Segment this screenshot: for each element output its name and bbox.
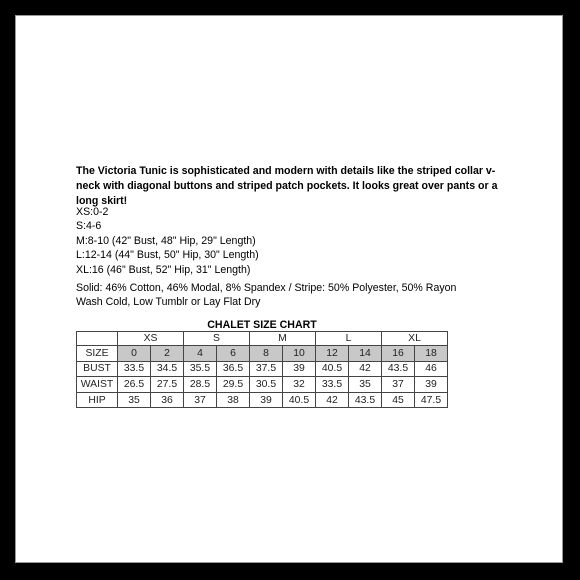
table-cell: 35 <box>118 392 151 408</box>
fabric-care-info <box>76 281 456 310</box>
row-label: WAIST <box>77 377 118 393</box>
table-cell: 33.5 <box>316 377 349 393</box>
table-cell: 32 <box>283 377 316 393</box>
table-row <box>77 346 448 362</box>
size-chart-table <box>76 331 448 408</box>
table-cell: 14 <box>349 346 382 362</box>
table-cell: 36 <box>151 392 184 408</box>
table-cell: 33.5 <box>118 361 151 377</box>
table-cell: 42 <box>316 392 349 408</box>
size-list <box>76 205 259 277</box>
group-header-cell: XS <box>118 332 184 346</box>
group-header-cell: XL <box>382 332 448 346</box>
table-cell: 27.5 <box>151 377 184 393</box>
table-cell: 34.5 <box>151 361 184 377</box>
table-cell: 28.5 <box>184 377 217 393</box>
group-header-cell: M <box>250 332 316 346</box>
table-cell: 39 <box>283 361 316 377</box>
table-cell: 12 <box>316 346 349 362</box>
table-cell: 36.5 <box>217 361 250 377</box>
group-header-cell: S <box>184 332 250 346</box>
table-cell: 2 <box>151 346 184 362</box>
table-cell: 39 <box>250 392 283 408</box>
table-cell: 29.5 <box>217 377 250 393</box>
size-list-item: XL:16 (46" Bust, 52" Hip, 31" Length) <box>76 263 251 276</box>
table-cell: 6 <box>217 346 250 362</box>
table-cell: 26.5 <box>118 377 151 393</box>
row-label: HIP <box>77 392 118 408</box>
table-cell: 35.5 <box>184 361 217 377</box>
fabric-composition: Solid: 46% Cotton, 46% Modal, 8% Spandex / Stripe: 50% Polyester, 50% Rayon <box>76 282 457 294</box>
product-info-panel <box>15 15 563 563</box>
table-cell: 37 <box>382 377 415 393</box>
size-list-item: XS:0-2 <box>76 206 109 218</box>
table-cell: 0 <box>118 346 151 362</box>
table-cell: 10 <box>283 346 316 362</box>
table-cell: 46 <box>415 361 448 377</box>
table-cell: 37.5 <box>250 361 283 377</box>
table-cell: 37 <box>184 392 217 408</box>
row-label: BUST <box>77 361 118 377</box>
table-cell: 40.5 <box>316 361 349 377</box>
table-cell: 4 <box>184 346 217 362</box>
table-cell: 43.5 <box>349 392 382 408</box>
care-instructions: Wash Cold, Low Tumblr or Lay Flat Dry <box>76 296 261 309</box>
table-cell: 38 <box>217 392 250 408</box>
size-list-item: S:4-6 <box>76 220 102 233</box>
table-cell: 45 <box>382 392 415 408</box>
product-description: The Victoria Tunic is sophisticated and modern with details like the striped collar v-neck with diagonal buttons and striped patch pockets. It looks great over pants or a long skirt! <box>76 165 498 207</box>
table-cell: 16 <box>382 346 415 362</box>
table-cell: 35 <box>349 377 382 393</box>
size-chart-title: CHALET SIZE CHART <box>207 319 317 331</box>
group-header-row <box>77 332 448 346</box>
table-cell: 8 <box>250 346 283 362</box>
table-cell: 39 <box>415 377 448 393</box>
table-cell: 43.5 <box>382 361 415 377</box>
size-list-item: M:8-10 (42" Bust, 48" Hip, 29" Length) <box>76 234 256 247</box>
table-cell: 18 <box>415 346 448 362</box>
table-cell: 40.5 <box>283 392 316 408</box>
table-cell: 47.5 <box>415 392 448 408</box>
table-cell: 42 <box>349 361 382 377</box>
table-row <box>77 392 448 408</box>
table-cell: 30.5 <box>250 377 283 393</box>
table-row <box>77 361 448 377</box>
empty-header-cell <box>77 332 118 346</box>
size-list-item: L:12-14 (44" Bust, 50" Hip, 30" Length) <box>76 249 259 262</box>
group-header-cell: L <box>316 332 382 346</box>
row-label: SIZE <box>77 346 118 362</box>
table-row <box>77 377 448 393</box>
